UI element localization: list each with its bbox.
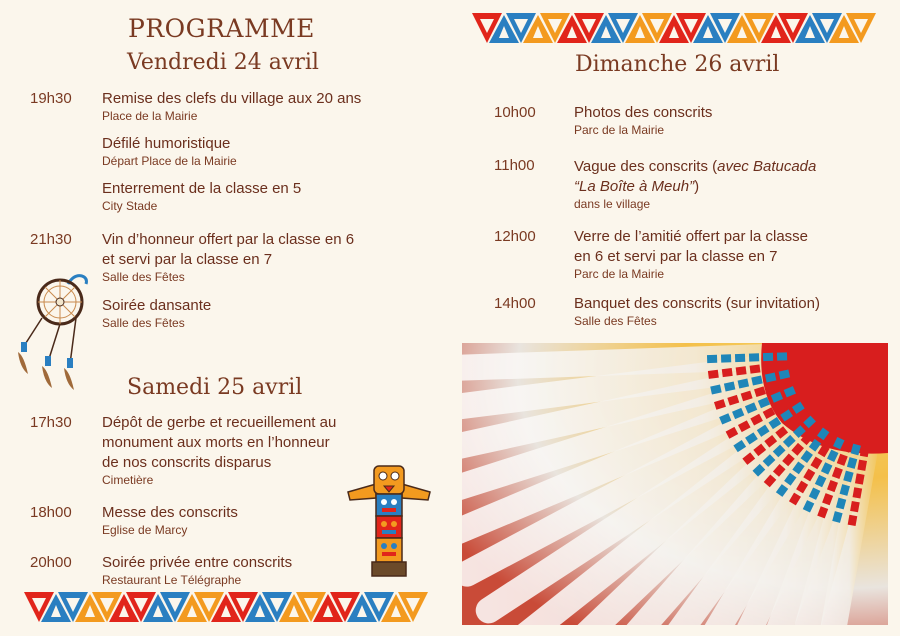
event-place: dans le village	[574, 197, 651, 211]
friday-event-3	[102, 179, 301, 213]
saturday-event-3	[102, 553, 292, 587]
saturday-heading: Samedi 25 avril	[127, 375, 303, 400]
saturday-event-1	[102, 413, 336, 487]
feather-headdress-illustration	[462, 343, 888, 625]
friday-event-5	[102, 296, 211, 330]
triangle-border-top	[470, 10, 880, 46]
saturday-time-3: 20h00	[30, 554, 72, 571]
page-title: PROGRAMME	[128, 14, 315, 43]
saturday-event-2	[102, 503, 238, 537]
event-title: Banquet des conscrits (sur invitation)	[574, 295, 820, 312]
event-title-line: en 6 et servi par la classe en 7	[574, 248, 778, 265]
friday-time-4: 21h30	[30, 231, 72, 248]
event-title-text: Vague des conscrits (	[574, 158, 718, 175]
event-place: Restaurant Le Télégraphe	[102, 573, 242, 587]
friday-time-1: 19h30	[30, 90, 72, 107]
sunday-time-3: 12h00	[494, 228, 536, 245]
sunday-event-3	[574, 227, 808, 281]
event-title-line: monument aux morts en l’honneur	[102, 434, 330, 451]
event-title-line: et servi par la classe en 7	[102, 251, 273, 268]
event-place: Départ Place de la Mairie	[102, 154, 237, 168]
event-place: Parc de la Mairie	[574, 267, 665, 281]
triangle-border-bottom	[22, 589, 432, 625]
dreamcatcher-icon	[8, 266, 98, 394]
event-place: Place de la Mairie	[102, 109, 198, 123]
event-place: Parc de la Mairie	[574, 123, 665, 137]
event-title-italic: avec Batucada	[717, 158, 817, 175]
event-title: Soirée privée entre conscrits	[102, 554, 293, 571]
event-title: Messe des conscrits	[102, 504, 238, 521]
sunday-event-4	[574, 294, 820, 328]
sunday-time-4: 14h00	[494, 295, 536, 312]
event-title: Enterrement de la classe en 5	[102, 180, 302, 197]
saturday-time-2: 18h00	[30, 504, 72, 521]
sunday-time-2: 11h00	[494, 157, 535, 174]
event-title-line: Dépôt de gerbe et recueillement au	[102, 414, 337, 431]
event-title-line: Vin d’honneur offert par la classe en 6	[102, 231, 355, 248]
sunday-heading: Dimanche 26 avril	[575, 52, 780, 77]
friday-event-4	[102, 230, 354, 284]
event-place: Cimetière	[102, 473, 154, 487]
event-place: Salle des Fêtes	[574, 314, 657, 328]
event-title: Photos des conscrits	[574, 104, 713, 121]
event-place: Salle des Fêtes	[102, 270, 185, 284]
event-title-line: Verre de l’amitié offert par la classe	[574, 228, 809, 245]
sunday-event-2	[574, 157, 816, 211]
saturday-time-1: 17h30	[30, 414, 72, 431]
sunday-time-1: 10h00	[494, 104, 536, 121]
event-title-text: )	[694, 178, 700, 195]
friday-heading: Vendredi 24 avril	[127, 50, 319, 75]
event-title-line	[574, 177, 816, 197]
friday-event-1	[102, 89, 361, 123]
event-title-line: de nos conscrits disparus	[102, 454, 272, 471]
event-place: City Stade	[102, 199, 158, 213]
event-title-line	[574, 157, 816, 177]
sunday-event-1	[574, 103, 712, 137]
feather-headdress-photo	[462, 343, 888, 625]
event-title: Soirée dansante	[102, 297, 212, 314]
event-title: Remise des clefs du village aux 20 ans	[102, 90, 362, 107]
event-place: Eglise de Marcy	[102, 523, 188, 537]
event-title: Défilé humoristique	[102, 135, 231, 152]
event-title-italic: “La Boîte à Meuh”	[574, 178, 695, 195]
event-place: Salle des Fêtes	[102, 316, 185, 330]
totem-pole-icon	[346, 462, 432, 580]
friday-event-2	[102, 134, 237, 168]
